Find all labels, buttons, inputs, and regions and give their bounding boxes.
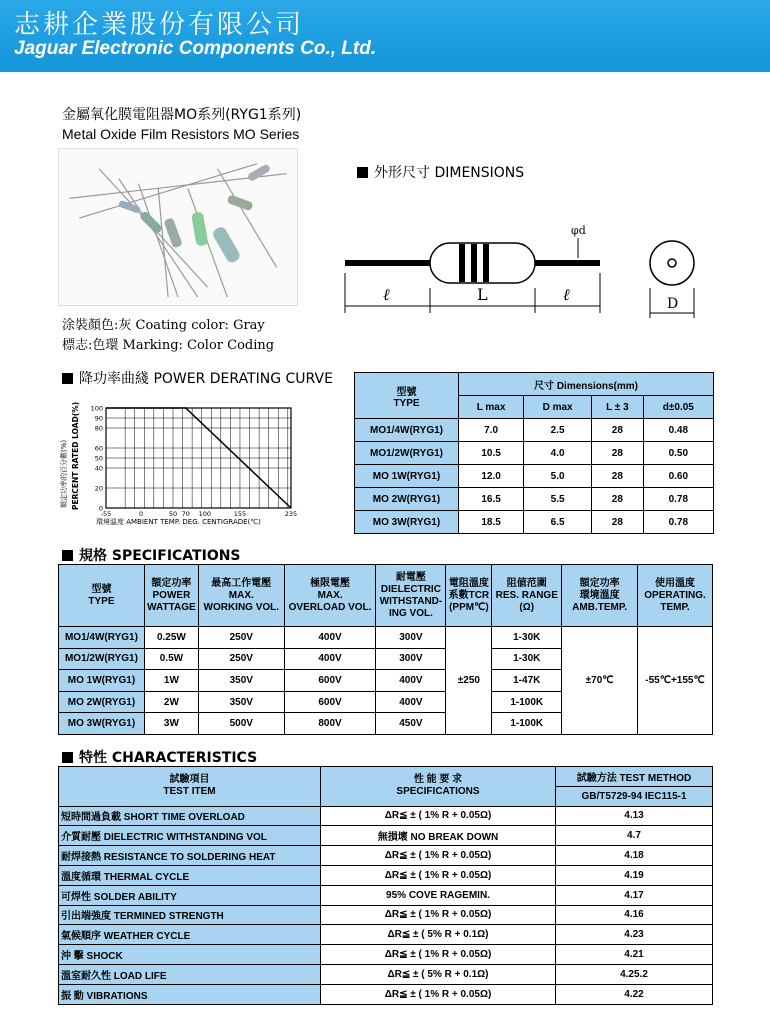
table-cell: 300V [376,627,446,649]
table-cell: MO 2W(RYG1) [355,488,459,511]
y-tick-label: 80 [94,424,103,433]
spec-col-header: 極限電壓 MAX. OVERLOAD VOL. [284,565,376,627]
table-cell: 800V [284,713,376,735]
dim-col-header: D max [524,396,592,419]
table-cell: 28 [592,511,644,534]
table-cell: 0.5W [144,648,198,670]
table-cell: 介質耐壓 DIELECTRIC WITHSTANDING VOL [59,826,321,846]
spec-tcr: ±250 [446,627,492,735]
table-row [355,488,714,511]
table-cell: 無損壞 NO BREAK DOWN [321,826,556,846]
y-tick-label: 40 [94,464,103,473]
table-cell: 0.48 [643,419,713,442]
char-col-method: 試驗方法 TEST METHOD [556,767,713,787]
table-cell: 1-30K [492,627,562,649]
table-cell: 4.21 [556,945,713,965]
dim-col-header: d±0.05 [643,396,713,419]
table-cell: ΔR≦ ± ( 1% R + 0.05Ω) [321,846,556,866]
table-cell: 5.5 [524,488,592,511]
x-tick-label: 100 [198,510,212,518]
table-cell: 1-100K [492,691,562,713]
table-cell: 4.19 [556,865,713,885]
table-row [59,846,713,866]
characteristics-heading: 特性 CHARACTERISTICS [62,747,257,767]
coating-color: 涂裝顏色:灰 Coating color: Gray [62,318,265,333]
table-cell: 500V [198,713,284,735]
x-tick-label: 155 [233,510,247,518]
table-cell: 400V [376,691,446,713]
table-cell: 引出端強度 TERMINED STRENGTH [59,905,321,925]
table-cell: 1-100K [492,713,562,735]
table-cell: 400V [376,670,446,692]
table-cell: 振 動 VIBRATIONS [59,984,321,1004]
table-row [355,511,714,534]
table-cell: 0.60 [643,465,713,488]
char-col-standard: GB/T5729-94 IEC115-1 [556,786,713,806]
table-row [355,419,714,442]
table-cell: ΔR≦ ± ( 1% R + 0.05Ω) [321,945,556,965]
derating-chart [56,388,346,528]
company-name-en: Jaguar Electronic Components Co., Ltd. [14,38,377,59]
table-cell: 95% COVE RAGEMIN. [321,885,556,905]
table-row [59,826,713,846]
table-cell: 2.5 [524,419,592,442]
table-cell: 溫室耐久性 LOAD LIFE [59,964,321,984]
table-cell: 250V [198,648,284,670]
table-cell: MO 2W(RYG1) [59,691,145,713]
table-cell: ΔR≦ ± ( 1% R + 0.05Ω) [321,905,556,925]
table-cell: 4.7 [556,826,713,846]
table-cell: 600V [284,691,376,713]
table-cell: 4.13 [556,806,713,826]
char-col-test-item: 試驗項目 TEST ITEM [59,767,321,807]
dim-label-phi: φd [571,224,586,237]
spec-op-temp: -55℃+155℃ [638,627,713,735]
dim-label-D: D [667,296,679,312]
resistor-photo [58,148,298,306]
y-tick-label: 90 [94,414,103,423]
table-row [59,945,713,965]
dim-label-L: L [477,285,488,304]
spec-col-header: 額定功率 POWER WATTAGE [144,565,198,627]
header-banner [0,0,770,72]
spec-col-header: 耐電壓 DIELECTRIC WITHSTAND- ING VOL. [376,565,446,627]
table-row [59,964,713,984]
spec-col-header: 型號 TYPE [59,565,145,627]
product-title-en: Metal Oxide Film Resistors MO Series [62,126,300,142]
table-cell: 氣候順序 WEATHER CYCLE [59,925,321,945]
table-cell: MO 3W(RYG1) [59,713,145,735]
table-cell: 18.5 [459,511,524,534]
table-cell: 4.23 [556,925,713,945]
x-tick-label: 235 [284,510,298,518]
table-cell: 3W [144,713,198,735]
table-cell: 28 [592,488,644,511]
table-cell: 0.25W [144,627,198,649]
y-tick-label: 20 [94,484,103,493]
dim-col-type: 型號 TYPE [355,373,459,419]
table-cell: 耐焊接熱 RESISTANCE TO SOLDERING HEAT [59,846,321,866]
table-cell: MO 1W(RYG1) [355,465,459,488]
table-cell: 0.50 [643,442,713,465]
table-cell: 350V [198,691,284,713]
derating-xlabel: 環境溫度 AMBIENT TEMP. DEG. CENTIGRADE(℃) [96,518,261,526]
table-cell: MO1/2W(RYG1) [355,442,459,465]
dim-col-header: L max [459,396,524,419]
table-cell: 4.22 [556,984,713,1004]
table-cell: 1W [144,670,198,692]
y-tick-label: 100 [90,404,103,413]
char-col-spec: 性 能 要 求 SPECIFICATIONS [321,767,556,807]
table-cell: 28 [592,419,644,442]
table-cell: 4.25.2 [556,964,713,984]
dim-col-header: L ± 3 [592,396,644,419]
table-cell: 1-30K [492,648,562,670]
y-tick-label: 60 [94,444,103,453]
table-cell: 350V [198,670,284,692]
table-cell: ΔR≦ ± ( 1% R + 0.05Ω) [321,806,556,826]
table-cell: ΔR≦ ± ( 1% R + 0.05Ω) [321,865,556,885]
product-title-cn: 金屬氧化膜電阻器MO系列(RYG1系列) [62,107,302,123]
table-cell: 4.16 [556,905,713,925]
table-cell: 4.17 [556,885,713,905]
table-cell: 6.5 [524,511,592,534]
derating-ylabel-en: PERCENT RATED LOAD(%) [71,401,80,510]
derating-ylabel-cn: 額定功率的百分數(%) [60,439,68,508]
spec-col-header: 額定功率 環境溫度 AMB.TEMP. [562,565,638,627]
table-cell: 300V [376,648,446,670]
table-row [355,465,714,488]
table-cell: 400V [284,627,376,649]
table-cell: 12.0 [459,465,524,488]
table-cell: 可焊性 SOLDER ABILITY [59,885,321,905]
table-row [59,627,713,649]
table-row [59,925,713,945]
table-cell: ΔR≦ ± ( 1% R + 0.05Ω) [321,984,556,1004]
table-cell: 600V [284,670,376,692]
x-tick-label: -55 [100,510,112,518]
table-cell: 400V [284,648,376,670]
x-tick-label: 70 [181,510,190,518]
table-cell: 450V [376,713,446,735]
y-tick-label: 0 [98,504,103,513]
table-cell: 5.0 [524,465,592,488]
table-cell: 0.78 [643,511,713,534]
dim-label-l-left: ℓ [383,285,390,304]
dim-col-group: 尺寸 Dimensions(mm) [459,373,714,396]
x-tick-label: 0 [139,510,144,518]
table-cell: 1-47K [492,670,562,692]
dimensions-table [354,372,714,534]
table-row [59,865,713,885]
table-cell: 0.78 [643,488,713,511]
table-cell: ΔR≦ ± ( 5% R + 0.1Ω) [321,964,556,984]
y-tick-label: 50 [94,454,103,463]
table-cell: ΔR≦ ± ( 5% R + 0.1Ω) [321,925,556,945]
table-row [59,905,713,925]
table-cell: 短時間過負載 SHORT TIME OVERLOAD [59,806,321,826]
characteristics-table [58,766,713,1005]
table-cell: MO1/2W(RYG1) [59,648,145,670]
spec-col-header: 電阻溫度 系數TCR (PPM℃) [446,565,492,627]
table-cell: 28 [592,465,644,488]
table-cell: 2W [144,691,198,713]
specifications-heading: 規格 SPECIFICATIONS [62,545,241,565]
x-tick-label: 50 [168,510,178,518]
spec-col-header: 阻値范圍 RES. RANGE (Ω) [492,565,562,627]
table-cell: 沖 擊 SHOCK [59,945,321,965]
table-row [355,442,714,465]
dim-label-l-right: ℓ [563,285,570,304]
derating-heading: 降功率曲綫 POWER DERATING CURVE [62,368,333,388]
table-cell: 溫度循環 THERMAL CYCLE [59,865,321,885]
table-cell: 16.5 [459,488,524,511]
marking-info: 標志:色環 Marking: Color Coding [62,338,275,353]
specifications-table [58,564,713,735]
table-cell: 250V [198,627,284,649]
dimension-drawing [335,218,725,328]
table-row [59,885,713,905]
spec-col-header: 最高工作電壓 MAX. WORKING VOL. [198,565,284,627]
table-cell: 7.0 [459,419,524,442]
table-cell: 28 [592,442,644,465]
company-name-cn: 志耕企業股份有限公司 [14,10,305,40]
dimensions-heading: 外形尺寸 DIMENSIONS [357,162,524,182]
table-row [59,984,713,1004]
table-cell: MO1/4W(RYG1) [355,419,459,442]
table-cell: MO 1W(RYG1) [59,670,145,692]
spec-amb-temp: ±70℃ [562,627,638,735]
table-cell: MO 3W(RYG1) [355,511,459,534]
table-cell: 10.5 [459,442,524,465]
table-cell: MO1/4W(RYG1) [59,627,145,649]
table-row [59,806,713,826]
table-cell: 4.18 [556,846,713,866]
table-cell: 4.0 [524,442,592,465]
spec-col-header: 使用溫度 OPERATING. TEMP. [638,565,713,627]
